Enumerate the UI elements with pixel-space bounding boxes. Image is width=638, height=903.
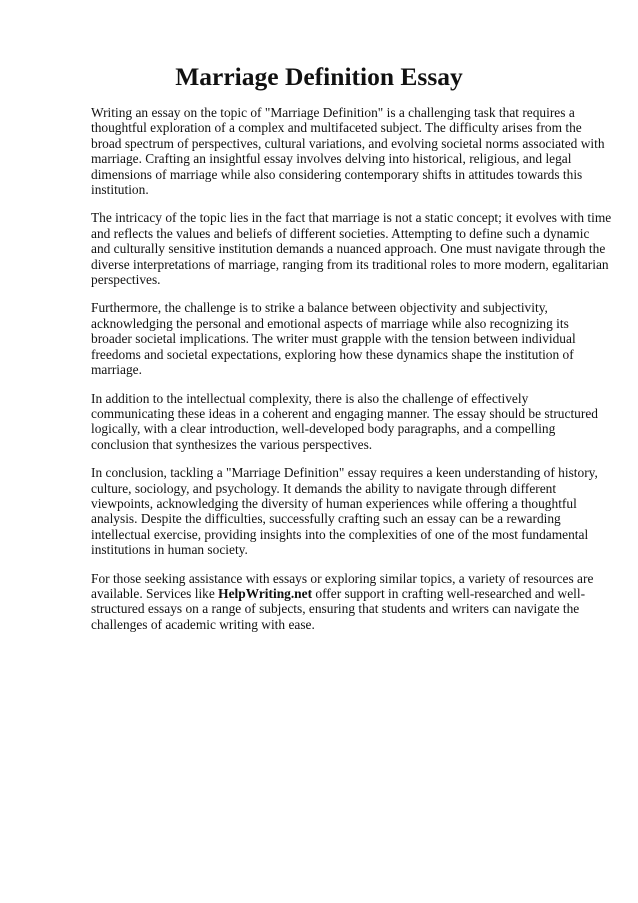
- body-paragraph: [91, 105, 605, 198]
- paragraph-line: culture, sociology, and psychology. It demands the ability to navigate through different: [91, 480, 557, 496]
- paragraph-line: diverse interpretations of marriage, ranging from its traditional roles to more modern, egalitarian: [91, 256, 609, 272]
- paragraph-line: analysis. Despite the difficulties, successfully crafting such an essay can be a rewarding: [91, 511, 561, 527]
- paragraph-line: Writing an essay on the topic of "Marriage Definition" is a challenging task that requires a: [91, 105, 575, 120]
- closing-line-3: structured essays on a range of subjects, ensuring that students and writers can navigate the: [91, 601, 580, 617]
- paragraph-line: marriage.: [91, 362, 142, 378]
- body-paragraph: [91, 465, 598, 558]
- body-paragraph: [91, 210, 612, 288]
- paragraph-list: [91, 105, 612, 558]
- closing-line-2: [91, 586, 590, 601]
- paragraph-line: intellectual exercise, providing insights into the complexities of one of the most fundamental: [91, 526, 589, 542]
- paragraph-line: dimensions of marriage while also considering contemporary shifts in attitudes towards this: [91, 166, 583, 182]
- document-title: Marriage Definition Essay: [175, 62, 463, 91]
- paragraph-line: Furthermore, the challenge is to strike a balance between objectivity and subjectivity,: [91, 300, 548, 316]
- closing-paragraph: [91, 570, 594, 633]
- paragraph-line: logically, with a clear introduction, well-developed body paragraphs, and a compelling: [91, 421, 556, 437]
- paragraph-line: marriage. Crafting an insightful essay involves delving into historical, religious, and legal: [91, 151, 572, 167]
- paragraph-line: In addition to the intellectual complexity, there is also the challenge of effectively: [91, 390, 529, 406]
- paragraph-line: broad spectrum of perspectives, cultural variations, and evolving societal norms associated with: [91, 135, 605, 151]
- paragraph-line: conclusion that synthesizes the various perspectives.: [91, 436, 373, 452]
- brand-name: HelpWriting.net: [218, 585, 313, 601]
- paragraph-line: and culturally sensitive institution demands a nuanced approach. One must navigate through the: [91, 241, 606, 257]
- closing-line-2-end: offer support in crafting well-researched and well-: [312, 585, 586, 601]
- paragraph-line: perspectives.: [91, 272, 161, 288]
- paragraph-line: institution.: [91, 182, 149, 198]
- paragraph-line: institutions in human society.: [91, 542, 248, 558]
- paragraph-line: thoughtful exploration of a complex and multifaceted subject. The difficulty arises from the: [91, 120, 582, 136]
- body-paragraph: [91, 390, 598, 453]
- body-paragraph: [91, 300, 590, 377]
- paragraph-line: communicating these ideas in a coherent and engaging manner. The essay should be structured: [91, 405, 598, 421]
- paragraph-line: viewpoints, acknowledging the diversity of human experiences while offering a thoughtful: [91, 495, 577, 511]
- paragraph-line: In conclusion, tackling a "Marriage Definition" essay requires a keen understanding of history,: [91, 465, 598, 481]
- closing-line-2-start: available. Services like: [91, 585, 219, 601]
- paragraph-line: broader societal implications. The writer must grapple with the tension between individual: [91, 331, 576, 347]
- paragraph-line: The intricacy of the topic lies in the fact that marriage is not a static concept; it evolves with time: [91, 210, 612, 226]
- paragraph-line: freedoms and societal expectations, exploring how these dynamics shape the institution of: [91, 346, 574, 362]
- closing-line-4: challenges of academic writing with ease.: [91, 616, 315, 632]
- closing-line-1: For those seeking assistance with essays or exploring similar topics, a variety of resources are: [91, 570, 594, 586]
- paragraph-line: acknowledging the personal and emotional aspects of marriage while also recognizing its: [91, 315, 569, 331]
- paragraph-line: and reflects the values and beliefs of different societies. Attempting to define such a dynamic: [91, 225, 590, 241]
